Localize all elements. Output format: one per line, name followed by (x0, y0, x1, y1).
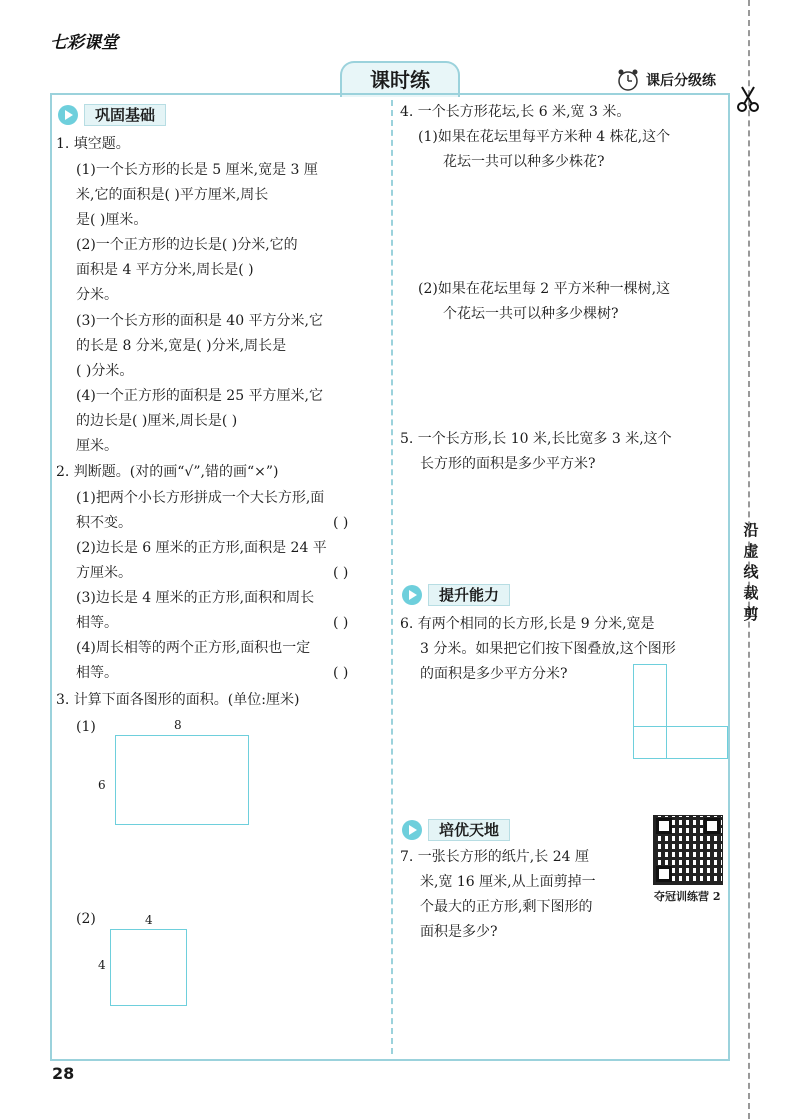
q6-line: 6. 有两个相同的长方形,长是 9 分米,宽是 (400, 616, 655, 632)
fig2-side-dimension: 4 (98, 958, 106, 972)
q2-line: 相等。 (76, 615, 118, 631)
answer-bracket[interactable]: ( ) (333, 665, 349, 681)
q2-line: 积不变。 (76, 515, 132, 531)
answer-bracket[interactable]: ( ) (333, 615, 349, 631)
page-number: 28 (52, 1064, 75, 1083)
section-basic: 巩固基础 (58, 104, 166, 126)
q4-part2: 个花坛一共可以种多少棵树? (443, 306, 619, 322)
page-title: 课时练 (340, 61, 460, 97)
fig2-top-dimension: 4 (145, 913, 153, 927)
cut-instruction: 沿 虚 线 裁 剪 (743, 521, 759, 623)
q5-line: 长方形的面积是多少平方米? (420, 456, 596, 472)
brand-logo: 七彩课堂 (50, 33, 118, 53)
fig1-top-dimension: 8 (174, 718, 182, 732)
q1-title: 1. 填空题。 (56, 136, 130, 152)
rectangle-figure (115, 735, 249, 825)
q1-line: 的长是 8 分米,宽是( )分米,周长是 (76, 338, 287, 354)
q1-line: 面积是 4 平方分米,周长是( ) (76, 262, 254, 278)
fig1-label: (1) (76, 719, 96, 735)
q1-line: 是( )厘米。 (76, 212, 148, 228)
q2-line: 方厘米。 (76, 565, 132, 581)
q7-line: 面积是多少? (420, 924, 498, 940)
scissors-icon (733, 84, 763, 114)
q6-line: 3 分米。如果把它们按下图叠放,这个图形 (420, 641, 676, 657)
q1-line: 米,它的面积是( )平方厘米,周长 (76, 187, 269, 203)
q1-line: ( )分米。 (76, 363, 134, 379)
q7-line: 7. 一张长方形的纸片,长 24 厘 (400, 849, 589, 865)
fig1-side-dimension: 6 (98, 778, 106, 792)
q5-line: 5. 一个长方形,长 10 米,长比宽多 3 米,这个 (400, 431, 672, 447)
q2-line: (4)周长相等的两个正方形,面积也一定 (76, 640, 311, 656)
square-figure (110, 929, 187, 1006)
q4-part2: (2)如果在花坛里每 2 平方米种一棵树,这 (418, 281, 671, 297)
answer-bracket[interactable]: ( ) (333, 515, 349, 531)
fig2-label: (2) (76, 911, 96, 927)
q1-line: (2)一个正方形的边长是( )分米,它的 (76, 237, 298, 253)
q1-line: 厘米。 (76, 438, 118, 454)
q1-line: 的边长是( )厘米,周长是( ) (76, 413, 238, 429)
play-icon (402, 585, 422, 605)
q2-line: (1)把两个小长方形拼成一个大长方形,面 (76, 490, 325, 506)
q7-line: 个最大的正方形,剩下图形的 (420, 899, 593, 915)
q4-part1: (1)如果在花坛里每平方米种 4 株花,这个 (418, 129, 671, 145)
q2-title: 2. 判断题。(对的画“√”,错的画“×”) (56, 464, 279, 480)
level-text: 课后分级练 (646, 73, 716, 89)
q1-line: (1)一个长方形的长是 5 厘米,宽是 3 厘 (76, 162, 318, 178)
q7-line: 米,宽 16 厘米,从上面剪掉一 (420, 874, 596, 890)
horizontal-rectangle (633, 726, 728, 759)
q3-title: 3. 计算下面各图形的面积。(单位:厘米) (56, 692, 300, 708)
play-icon (58, 105, 78, 125)
q1-line: (3)一个长方形的面积是 40 平方分米,它 (76, 313, 323, 329)
q1-line: 分米。 (76, 287, 118, 303)
section-improve: 提升能力 (402, 584, 510, 606)
q6-line: 的面积是多少平方分米? (420, 666, 568, 682)
column-divider (391, 100, 393, 1054)
qr-caption: 夺冠训练营 2 (654, 890, 721, 903)
q2-line: (2)边长是 6 厘米的正方形,面积是 24 平 (76, 540, 327, 556)
q2-line: (3)边长是 4 厘米的正方形,面积和周长 (76, 590, 315, 606)
q4-part1: 花坛一共可以种多少株花? (443, 154, 605, 170)
q4-title: 4. 一个长方形花坛,长 6 米,宽 3 米。 (400, 104, 631, 120)
q1-line: (4)一个正方形的面积是 25 平方厘米,它 (76, 388, 323, 404)
level-label (616, 68, 716, 92)
play-icon (402, 820, 422, 840)
answer-bracket[interactable]: ( ) (333, 565, 349, 581)
section-excel: 培优天地 (402, 819, 510, 841)
qr-code[interactable] (653, 815, 723, 885)
q2-line: 相等。 (76, 665, 118, 681)
alarm-clock-icon (616, 68, 640, 92)
